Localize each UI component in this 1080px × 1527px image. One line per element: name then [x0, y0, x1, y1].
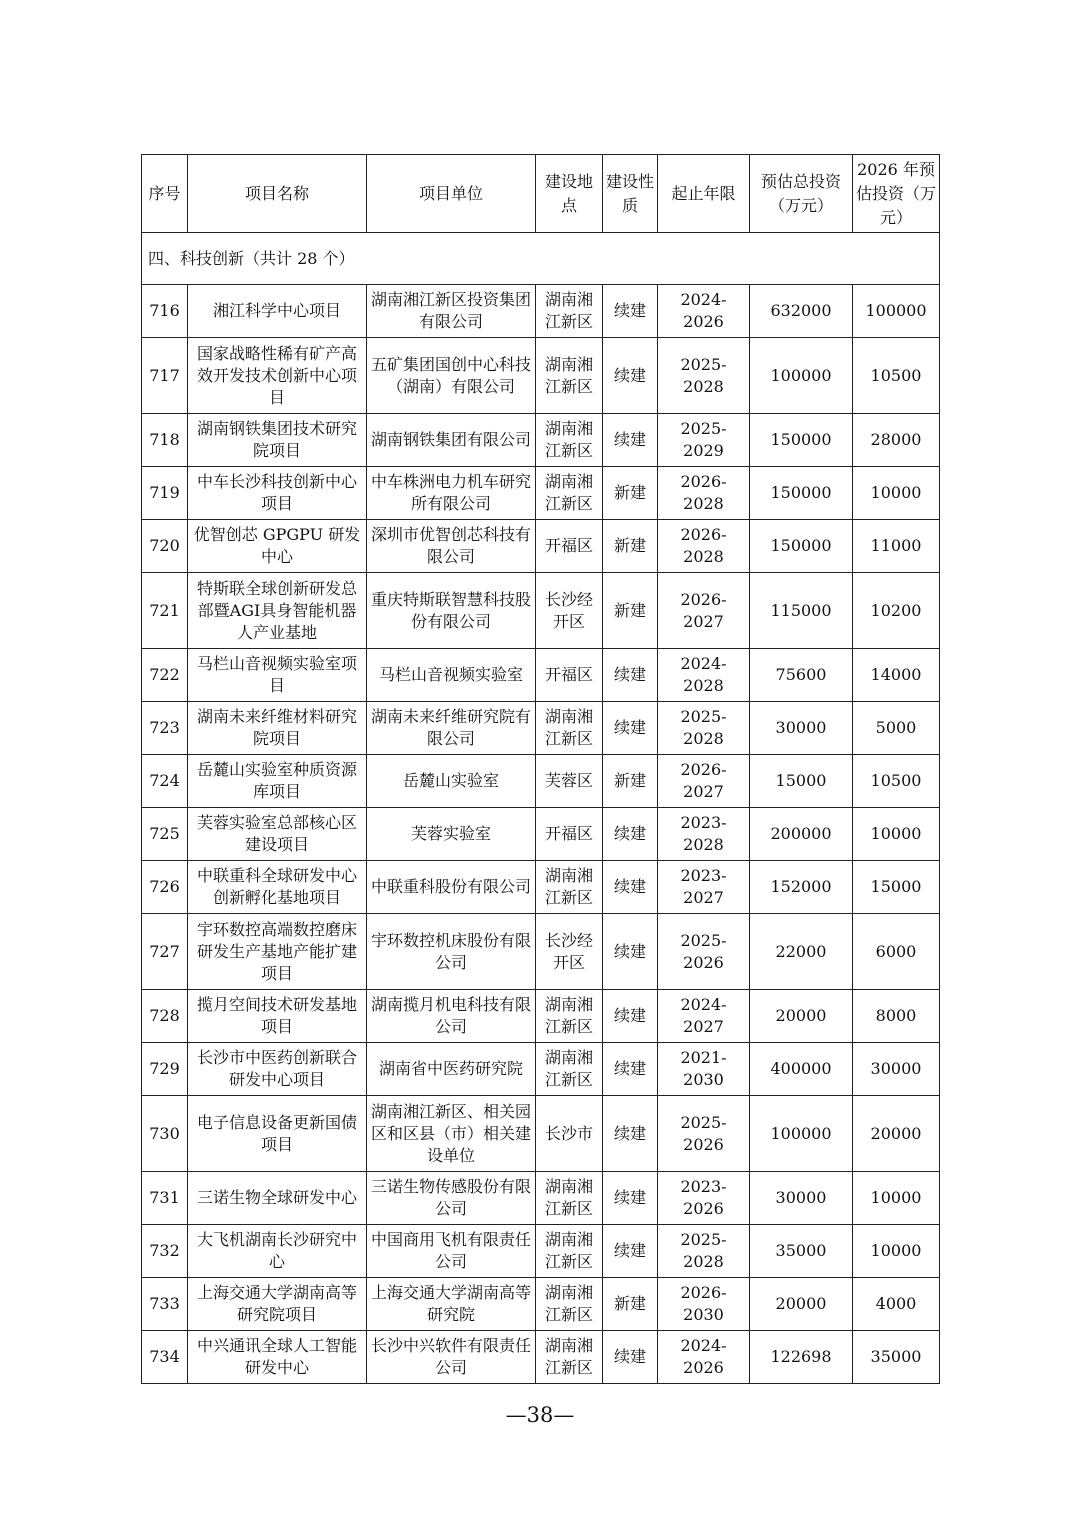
cell-total-invest: 150000 [750, 414, 853, 467]
cell-name: 岳麓山实验室种质资源库项目 [188, 755, 367, 808]
table-row [142, 1096, 940, 1172]
cell-name: 揽月空间技术研发基地项目 [188, 990, 367, 1043]
cell-name: 上海交通大学湖南高等研究院项目 [188, 1278, 367, 1331]
cell-seq: 733 [142, 1278, 188, 1331]
cell-total-invest: 152000 [750, 861, 853, 914]
cell-total-invest: 20000 [750, 990, 853, 1043]
cell-period: 2026-2027 [658, 573, 750, 649]
cell-seq: 723 [142, 702, 188, 755]
cell-seq: 734 [142, 1331, 188, 1384]
cell-name: 湘江科学中心项目 [188, 285, 367, 338]
cell-name: 电子信息设备更新国债项目 [188, 1096, 367, 1172]
cell-unit: 中联重科股份有限公司 [367, 861, 536, 914]
cell-location: 芙蓉区 [536, 755, 603, 808]
cell-name: 宇环数控高端数控磨床研发生产基地产能扩建项目 [188, 914, 367, 990]
cell-seq: 717 [142, 338, 188, 414]
table-row [142, 702, 940, 755]
cell-unit: 芙蓉实验室 [367, 808, 536, 861]
cell-invest-2026: 4000 [853, 1278, 940, 1331]
table-row [142, 414, 940, 467]
header-seq: 序号 [142, 155, 188, 233]
cell-location: 长沙经开区 [536, 914, 603, 990]
cell-seq: 719 [142, 467, 188, 520]
cell-period: 2025-2026 [658, 1096, 750, 1172]
cell-total-invest: 100000 [750, 338, 853, 414]
cell-nature: 新建 [603, 520, 658, 573]
cell-unit: 湖南湘江新区投资集团有限公司 [367, 285, 536, 338]
cell-period: 2025-2029 [658, 414, 750, 467]
cell-name: 芙蓉实验室总部核心区建设项目 [188, 808, 367, 861]
cell-total-invest: 200000 [750, 808, 853, 861]
cell-location: 湖南湘江新区 [536, 1043, 603, 1096]
cell-period: 2024-2028 [658, 649, 750, 702]
cell-unit: 岳麓山实验室 [367, 755, 536, 808]
table-row [142, 467, 940, 520]
cell-location: 湖南湘江新区 [536, 702, 603, 755]
cell-location: 湖南湘江新区 [536, 285, 603, 338]
header-period: 起止年限 [658, 155, 750, 233]
cell-location: 开福区 [536, 649, 603, 702]
cell-location: 湖南湘江新区 [536, 467, 603, 520]
cell-invest-2026: 10500 [853, 755, 940, 808]
cell-nature: 续建 [603, 338, 658, 414]
cell-seq: 721 [142, 573, 188, 649]
table-row [142, 649, 940, 702]
cell-invest-2026: 10200 [853, 573, 940, 649]
cell-period: 2024-2026 [658, 285, 750, 338]
cell-name: 国家战略性稀有矿产高效开发技术创新中心项目 [188, 338, 367, 414]
cell-unit: 马栏山音视频实验室 [367, 649, 536, 702]
cell-invest-2026: 20000 [853, 1096, 940, 1172]
cell-seq: 729 [142, 1043, 188, 1096]
cell-total-invest: 115000 [750, 573, 853, 649]
cell-period: 2021-2030 [658, 1043, 750, 1096]
page-number: —38— [505, 1403, 575, 1427]
cell-unit: 上海交通大学湖南高等研究院 [367, 1278, 536, 1331]
cell-location: 长沙经开区 [536, 573, 603, 649]
cell-period: 2024-2026 [658, 1331, 750, 1384]
cell-invest-2026: 14000 [853, 649, 940, 702]
cell-seq: 728 [142, 990, 188, 1043]
cell-invest-2026: 30000 [853, 1043, 940, 1096]
cell-name: 特斯联全球创新研发总部暨AGI具身智能机器人产业基地 [188, 573, 367, 649]
cell-nature: 续建 [603, 414, 658, 467]
cell-total-invest: 400000 [750, 1043, 853, 1096]
cell-unit: 湖南湘江新区、相关园区和区县（市）相关建设单位 [367, 1096, 536, 1172]
cell-period: 2025-2028 [658, 702, 750, 755]
cell-seq: 720 [142, 520, 188, 573]
cell-nature: 新建 [603, 573, 658, 649]
cell-location: 湖南湘江新区 [536, 1225, 603, 1278]
cell-invest-2026: 100000 [853, 285, 940, 338]
cell-name: 优智创芯 GPGPU 研发中心 [188, 520, 367, 573]
cell-period: 2026-2028 [658, 520, 750, 573]
cell-unit: 三诺生物传感股份有限公司 [367, 1172, 536, 1225]
table-row [142, 520, 940, 573]
cell-nature: 续建 [603, 1331, 658, 1384]
cell-name: 大飞机湖南长沙研究中心 [188, 1225, 367, 1278]
cell-total-invest: 150000 [750, 520, 853, 573]
cell-total-invest: 30000 [750, 1172, 853, 1225]
cell-period: 2023-2027 [658, 861, 750, 914]
cell-period: 2023-2028 [658, 808, 750, 861]
table-row [142, 1278, 940, 1331]
cell-unit: 中车株洲电力机车研究所有限公司 [367, 467, 536, 520]
cell-total-invest: 22000 [750, 914, 853, 990]
cell-invest-2026: 10000 [853, 808, 940, 861]
cell-name: 三诺生物全球研发中心 [188, 1172, 367, 1225]
cell-nature: 续建 [603, 1172, 658, 1225]
section-title: 四、科技创新（共计 28 个） [142, 233, 940, 285]
table-row [142, 1331, 940, 1384]
cell-nature: 续建 [603, 914, 658, 990]
table-row [142, 1172, 940, 1225]
cell-location: 开福区 [536, 808, 603, 861]
projects-table [141, 154, 940, 1384]
cell-nature: 续建 [603, 285, 658, 338]
cell-nature: 续建 [603, 1225, 658, 1278]
cell-unit: 湖南钢铁集团有限公司 [367, 414, 536, 467]
cell-invest-2026: 8000 [853, 990, 940, 1043]
cell-period: 2025-2028 [658, 338, 750, 414]
cell-name: 中车长沙科技创新中心项目 [188, 467, 367, 520]
cell-location: 湖南湘江新区 [536, 1331, 603, 1384]
table-row [142, 990, 940, 1043]
header-nature: 建设性质 [603, 155, 658, 233]
cell-seq: 725 [142, 808, 188, 861]
cell-total-invest: 75600 [750, 649, 853, 702]
cell-seq: 727 [142, 914, 188, 990]
cell-invest-2026: 10000 [853, 1225, 940, 1278]
table-row [142, 861, 940, 914]
cell-name: 长沙市中医药创新联合研发中心项目 [188, 1043, 367, 1096]
cell-unit: 五矿集团国创中心科技（湖南）有限公司 [367, 338, 536, 414]
cell-unit: 湖南省中医药研究院 [367, 1043, 536, 1096]
cell-location: 湖南湘江新区 [536, 414, 603, 467]
cell-unit: 湖南未来纤维研究院有限公司 [367, 702, 536, 755]
table-row [142, 573, 940, 649]
cell-seq: 718 [142, 414, 188, 467]
cell-location: 开福区 [536, 520, 603, 573]
cell-invest-2026: 6000 [853, 914, 940, 990]
table-row [142, 914, 940, 990]
cell-name: 中联重科全球研发中心创新孵化基地项目 [188, 861, 367, 914]
cell-invest-2026: 10500 [853, 338, 940, 414]
cell-unit: 中国商用飞机有限责任公司 [367, 1225, 536, 1278]
cell-location: 湖南湘江新区 [536, 1172, 603, 1225]
cell-invest-2026: 28000 [853, 414, 940, 467]
cell-total-invest: 35000 [750, 1225, 853, 1278]
cell-name: 湖南钢铁集团技术研究院项目 [188, 414, 367, 467]
cell-nature: 续建 [603, 1096, 658, 1172]
cell-period: 2024-2027 [658, 990, 750, 1043]
cell-invest-2026: 35000 [853, 1331, 940, 1384]
cell-name: 马栏山音视频实验室项目 [188, 649, 367, 702]
cell-period: 2026-2028 [658, 467, 750, 520]
cell-nature: 续建 [603, 702, 658, 755]
header-row [142, 155, 940, 233]
cell-period: 2025-2028 [658, 1225, 750, 1278]
cell-unit: 宇环数控机床股份有限公司 [367, 914, 536, 990]
table-row [142, 285, 940, 338]
header-total-invest: 预估总投资（万元） [750, 155, 853, 233]
cell-total-invest: 100000 [750, 1096, 853, 1172]
cell-location: 湖南湘江新区 [536, 338, 603, 414]
table-row [142, 808, 940, 861]
cell-nature: 新建 [603, 467, 658, 520]
cell-invest-2026: 5000 [853, 702, 940, 755]
cell-seq: 716 [142, 285, 188, 338]
cell-nature: 续建 [603, 861, 658, 914]
cell-seq: 726 [142, 861, 188, 914]
cell-total-invest: 122698 [750, 1331, 853, 1384]
cell-seq: 731 [142, 1172, 188, 1225]
cell-total-invest: 15000 [750, 755, 853, 808]
cell-nature: 续建 [603, 1043, 658, 1096]
cell-invest-2026: 10000 [853, 1172, 940, 1225]
header-invest-2026: 2026 年预估投资（万元） [853, 155, 940, 233]
cell-location: 湖南湘江新区 [536, 1278, 603, 1331]
header-unit: 项目单位 [367, 155, 536, 233]
header-location: 建设地点 [536, 155, 603, 233]
table-row [142, 1043, 940, 1096]
table-row [142, 755, 940, 808]
cell-total-invest: 20000 [750, 1278, 853, 1331]
cell-period: 2026-2030 [658, 1278, 750, 1331]
cell-location: 湖南湘江新区 [536, 861, 603, 914]
cell-seq: 722 [142, 649, 188, 702]
cell-seq: 724 [142, 755, 188, 808]
cell-invest-2026: 10000 [853, 467, 940, 520]
table-row [142, 1225, 940, 1278]
cell-nature: 续建 [603, 649, 658, 702]
cell-name: 中兴通讯全球人工智能研发中心 [188, 1331, 367, 1384]
cell-unit: 湖南揽月机电科技有限公司 [367, 990, 536, 1043]
cell-total-invest: 150000 [750, 467, 853, 520]
cell-name: 湖南未来纤维材料研究院项目 [188, 702, 367, 755]
cell-nature: 新建 [603, 1278, 658, 1331]
cell-total-invest: 30000 [750, 702, 853, 755]
cell-nature: 续建 [603, 808, 658, 861]
cell-period: 2025-2026 [658, 914, 750, 990]
cell-seq: 730 [142, 1096, 188, 1172]
cell-period: 2026-2027 [658, 755, 750, 808]
cell-invest-2026: 11000 [853, 520, 940, 573]
cell-period: 2023-2026 [658, 1172, 750, 1225]
cell-nature: 新建 [603, 755, 658, 808]
cell-unit: 重庆特斯联智慧科技股份有限公司 [367, 573, 536, 649]
cell-location: 长沙市 [536, 1096, 603, 1172]
section-row [142, 233, 940, 285]
cell-location: 湖南湘江新区 [536, 990, 603, 1043]
cell-seq: 732 [142, 1225, 188, 1278]
cell-total-invest: 632000 [750, 285, 853, 338]
table-row [142, 338, 940, 414]
cell-nature: 续建 [603, 990, 658, 1043]
cell-unit: 长沙中兴软件有限责任公司 [367, 1331, 536, 1384]
cell-unit: 深圳市优智创芯科技有限公司 [367, 520, 536, 573]
header-name: 项目名称 [188, 155, 367, 233]
cell-invest-2026: 15000 [853, 861, 940, 914]
